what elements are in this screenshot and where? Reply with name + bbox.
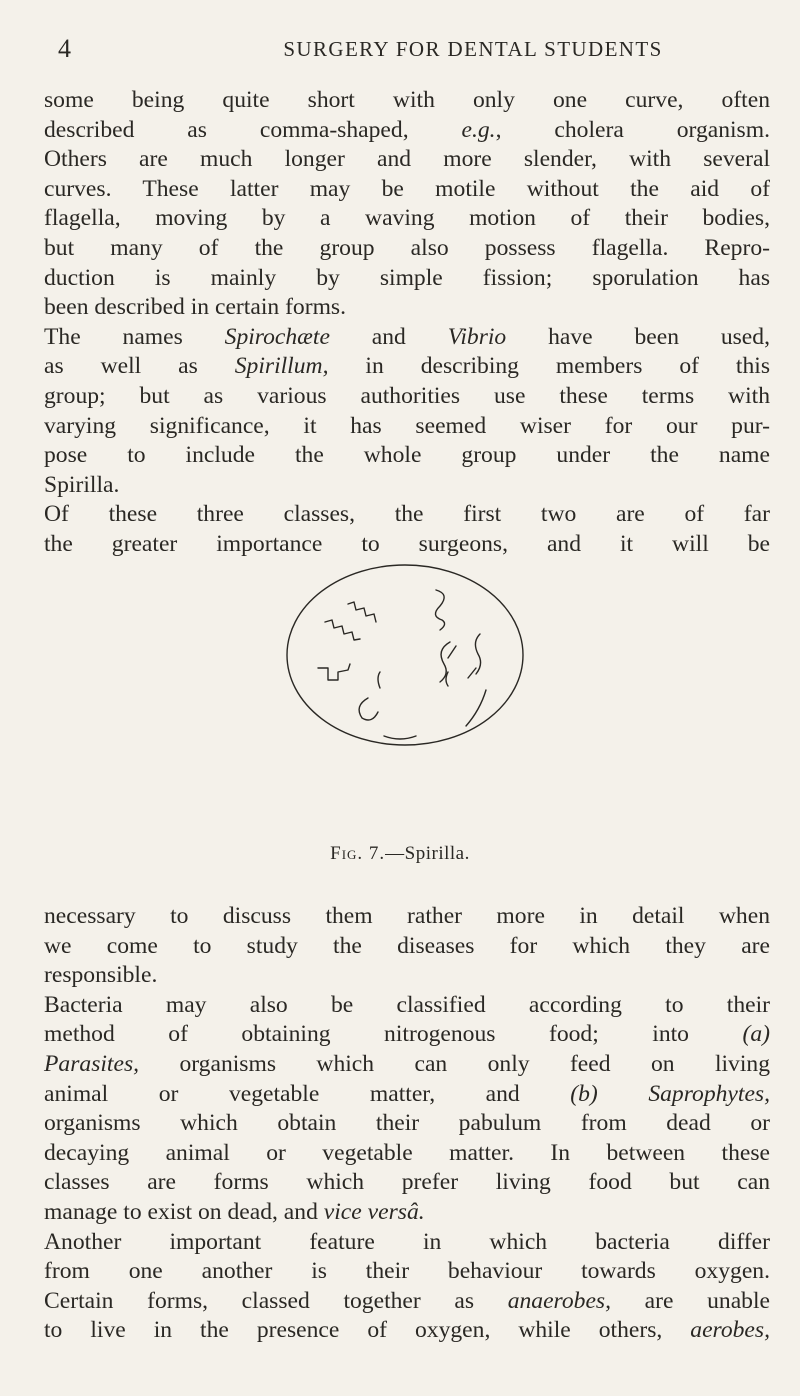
page-header [58, 34, 758, 64]
text-line: responsible. [44, 962, 158, 989]
spirillum-organism [359, 698, 378, 720]
term-saprophytes: (b) Saprophytes, [570, 1080, 770, 1107]
spirillum-organism [468, 668, 476, 678]
text-line: Of these three classes, the first two are of far [44, 501, 770, 528]
microscope-field-outline [287, 565, 523, 745]
text-line: flagella, moving by a waving motion of their bodies, [44, 205, 770, 232]
spirilla-illustration [280, 560, 530, 750]
term-vibrio: Vibrio [447, 323, 507, 350]
text-block-bottom [44, 902, 770, 1346]
spirillum-organism [440, 642, 450, 682]
text-line: Bacteria may also be classified according to their [44, 991, 770, 1018]
spirillum-organism [378, 672, 380, 688]
text-line: varying significance, it has seemed wiser for our pur- [44, 412, 770, 439]
text-line: decaying animal or vegetable matter. In between these [44, 1139, 770, 1166]
spirillum-organism [318, 664, 350, 680]
term-spirochaete: Spirochæte [224, 323, 330, 350]
text-line: described as comma-shaped, e.g., cholera organism. [44, 116, 770, 143]
text-line: Parasites, organisms which can only feed on living [44, 1050, 770, 1077]
text-line: some being quite short with only one curve, often [44, 87, 770, 113]
text-line: Others are much longer and more slender, with several [44, 146, 770, 173]
text-block-top [44, 86, 770, 560]
text-line: Spirilla. [44, 471, 120, 498]
text-line: curves. These latter may be motile without the aid of [44, 175, 770, 202]
figure-label: Fig. 7. [330, 843, 386, 864]
text-line: organisms which obtain their pabulum from dead or [44, 1110, 770, 1137]
term-spirillum: Spirillum, [234, 353, 329, 380]
text-line: Certain forms, classed together as anaerobes, are unable [44, 1287, 770, 1314]
spirillum-organism [466, 690, 486, 726]
text-line: but many of the group also possess flagella. Repro- [44, 234, 770, 261]
spirillum-organism [435, 590, 444, 630]
text-line: as well as Spirillum, in describing members of this [44, 353, 770, 380]
text-line: Another important feature in which bacteria differ [44, 1228, 770, 1255]
running-head: SURGERY FOR DENTAL STUDENTS [283, 37, 663, 61]
text-line: we come to study the diseases for which they are [44, 932, 770, 959]
text-line: duction is mainly by simple fission; sporulation has [44, 264, 770, 291]
text-line: to live in the presence of oxygen, while others, aerobes, [44, 1317, 770, 1344]
spirillum-organism [348, 602, 376, 622]
figure-caption [0, 843, 800, 865]
term-aerobes: aerobes, [690, 1317, 770, 1344]
text-line: necessary to discuss them rather more in detail when [44, 903, 770, 929]
list-marker-a: (a) [742, 1021, 770, 1048]
figure-title: —Spirilla. [385, 843, 470, 864]
text-line: manage to exist on dead, and vice versâ. [44, 1198, 425, 1225]
text-line: animal or vegetable matter, and (b) Saprophytes, [44, 1080, 770, 1107]
abbreviation-eg: e.g. [461, 116, 496, 143]
text-line: method of obtaining nitrogenous food; into (a) [44, 1021, 770, 1048]
text-line: pose to include the whole group under the name [44, 442, 770, 469]
text-line: been described in certain forms. [44, 294, 347, 321]
text-line: The names Spirochæte and Vibrio have been used, [44, 323, 770, 350]
text-line: classes are forms which prefer living food but can [44, 1169, 770, 1196]
spirillum-organism [448, 646, 456, 658]
text-line: the greater importance to surgeons, and it will be [44, 530, 770, 557]
page-number: 4 [58, 34, 71, 63]
text-line: from one another is their behaviour towards oxygen. [44, 1258, 770, 1285]
spirillum-organism [325, 620, 360, 640]
text-line: group; but as various authorities use these terms with [44, 382, 770, 409]
term-parasites: Parasites, [44, 1050, 140, 1077]
term-vice-versa: vice versâ. [323, 1198, 425, 1225]
spirillum-organism [384, 736, 416, 739]
term-anaerobes: anaerobes, [507, 1287, 612, 1314]
